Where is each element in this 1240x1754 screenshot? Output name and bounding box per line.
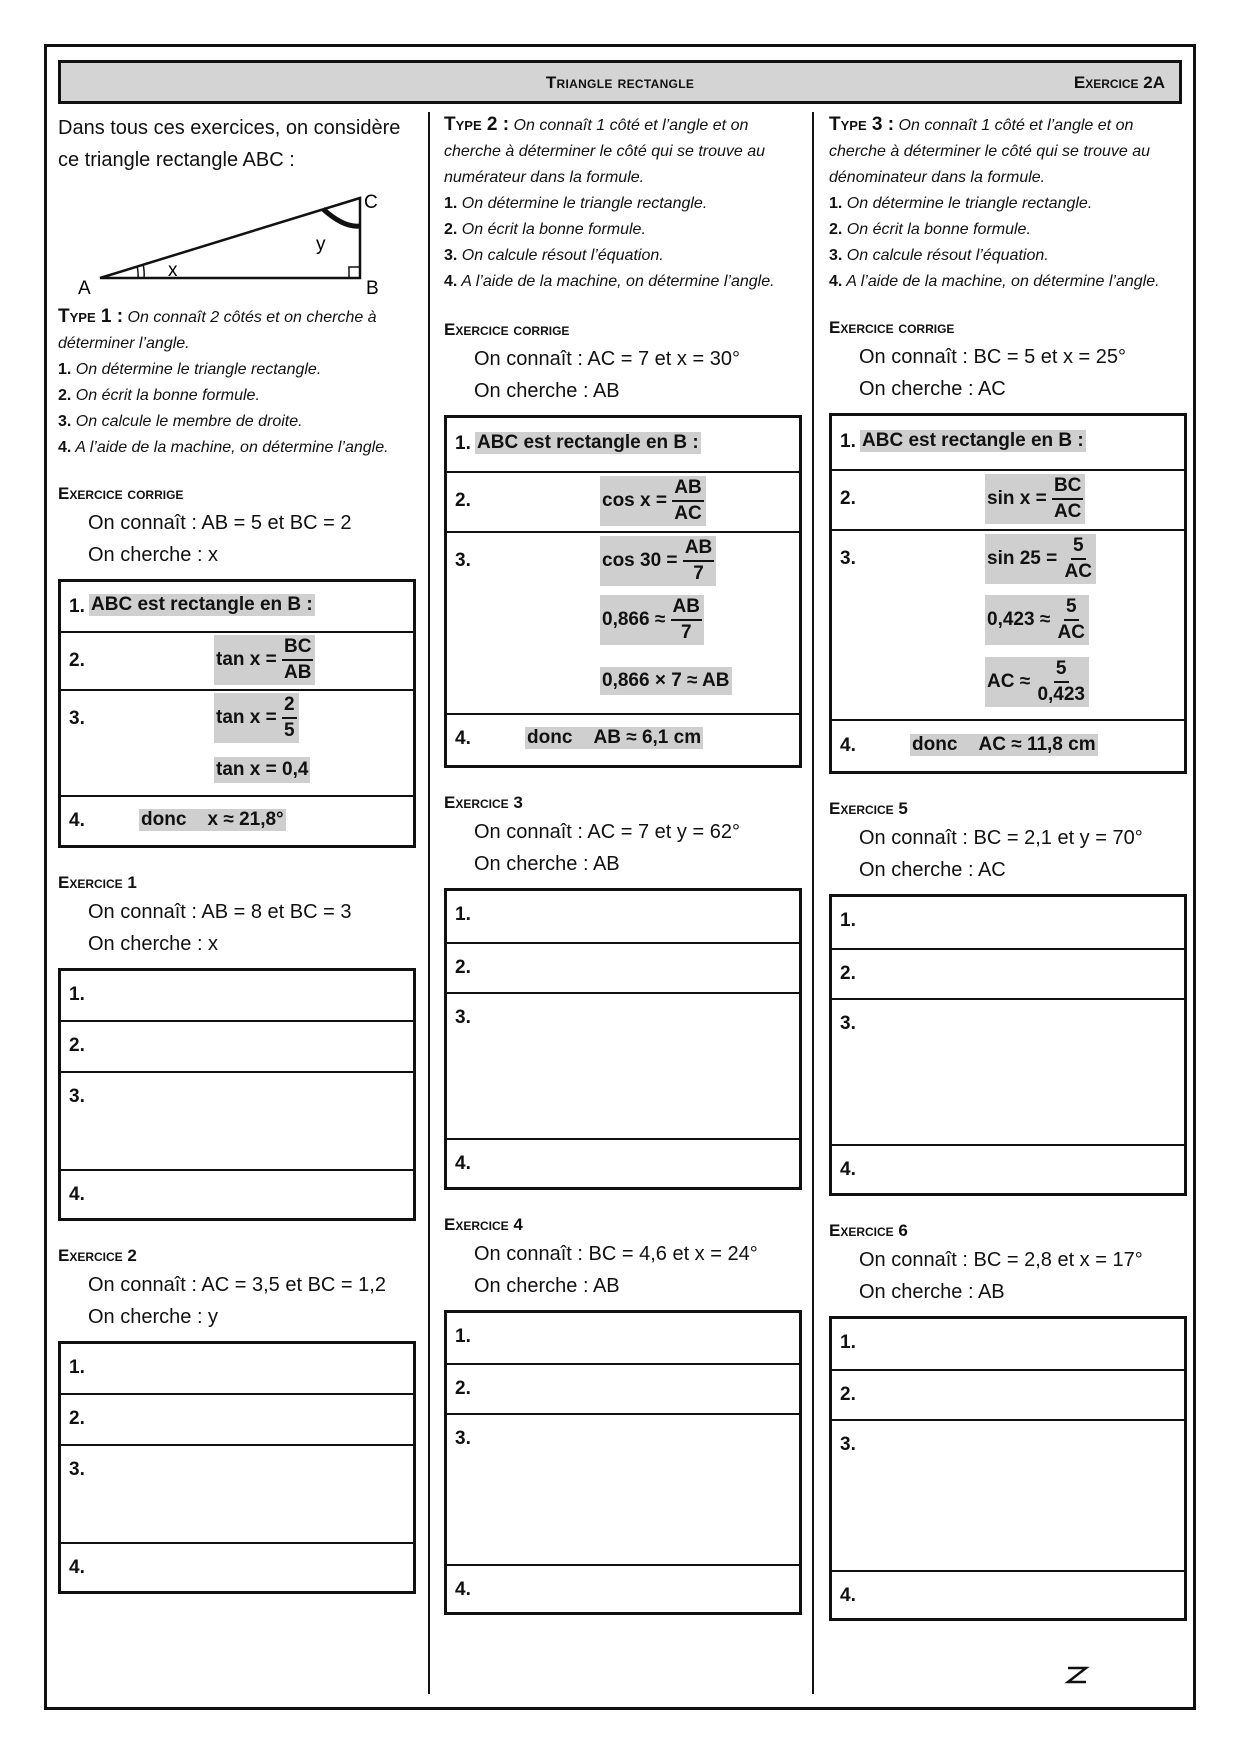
answer-row[interactable]: 4. xyxy=(832,1570,1184,1618)
exercise-1-title: Exercice 1 xyxy=(58,873,137,892)
solution-row: 4. donc AC ≈ 11,8 cm xyxy=(832,719,1184,771)
given-text: On connaît : AC = 7 et y = 62° xyxy=(474,821,740,843)
vertex-c-label: C xyxy=(364,192,378,213)
list-item: 2. On écrit la bonne formule. xyxy=(444,221,646,238)
exercise-3-title: Exercice 3 xyxy=(444,793,523,812)
answer-row[interactable]: 1. xyxy=(455,904,471,925)
list-item: 4. A l’aide de la machine, on détermine l’angle. xyxy=(58,439,389,456)
exercise-2-title: Exercice 2 xyxy=(58,1246,137,1265)
list-item: 2. On écrit la bonne formule. xyxy=(58,387,260,404)
given-text: On connaît : BC = 2,1 et y = 70° xyxy=(859,827,1143,849)
solution-row: 4. donc x ≈ 21,8° xyxy=(61,795,413,845)
given-text: On connaît : BC = 2,8 et x = 17° xyxy=(859,1249,1143,1271)
column-divider xyxy=(428,112,430,1694)
angle-x-arc xyxy=(137,266,138,278)
formula: cos x = $\frac{AB}{AC}$ xyxy=(600,476,706,526)
solution-row: 2. cos x = $\frac{AB}{AC}$ xyxy=(447,471,799,531)
answer-box xyxy=(58,1341,416,1594)
answer-row[interactable]: 3. xyxy=(61,1071,413,1169)
answer-row[interactable]: 1. xyxy=(840,910,856,931)
answer-row[interactable]: 2. xyxy=(61,1393,413,1444)
answer-row[interactable]: 4. xyxy=(447,1138,799,1187)
formula: AC ≈ $\frac{5}{0,423}$ xyxy=(985,657,1089,707)
type2-steps xyxy=(444,191,804,295)
given-text: On connaît : AB = 5 et BC = 2 xyxy=(88,512,352,534)
answer-row[interactable]: 4. xyxy=(61,1542,413,1591)
answer-box xyxy=(444,1310,802,1615)
vertex-b-label: B xyxy=(366,278,379,296)
type1-description: Type 1 : On connaît 2 côtés et on cherche à déterminer l’angle. xyxy=(58,306,377,352)
formula: tan x = 0,4 xyxy=(214,757,310,783)
answer-row[interactable]: 3. xyxy=(447,1413,799,1564)
solution-row: 1. ABC est rectangle en B : xyxy=(69,594,313,617)
formula: 0,423 ≈ $\frac{5}{AC}$ xyxy=(985,595,1089,645)
page-title: Triangle rectangle xyxy=(545,73,695,92)
answer-row[interactable]: 1. xyxy=(455,1326,471,1347)
corrige-title: Exercice corrige xyxy=(829,318,955,337)
solution-row: 3. cos 30 = $\frac{AB}{7}$ 0,866 ≈ $\frac{AB}{7}$ 0,866 × 7 ≈ AB xyxy=(447,531,799,713)
corrige-solution-box xyxy=(829,413,1187,774)
formula: cos 30 = $\frac{AB}{7}$ xyxy=(600,536,716,586)
solution-row: 2. sin x = $\frac{BC}{AC}$ xyxy=(832,469,1184,529)
answer-row[interactable]: 2. xyxy=(447,942,799,992)
list-item: 1. On détermine le triangle rectangle. xyxy=(829,195,1093,212)
corrige-title: Exercice corrige xyxy=(58,484,184,503)
exercise-4-title: Exercice 4 xyxy=(444,1215,523,1234)
solution-row: 1. ABC est rectangle en B : xyxy=(840,430,1084,452)
answer-box xyxy=(58,968,416,1221)
exercise-number: Exercice 2A xyxy=(1073,73,1165,92)
formula: tan x = $\frac{2}{5}$ xyxy=(214,693,299,743)
find-text: On cherche : AC xyxy=(859,378,1006,400)
given-text: On connaît : BC = 5 et x = 25° xyxy=(859,346,1127,368)
answer-row[interactable]: 1. xyxy=(840,1332,856,1353)
find-text: On cherche : AB xyxy=(474,380,620,402)
answer-row[interactable]: 1. xyxy=(69,1357,85,1378)
answer-row[interactable]: 2. xyxy=(61,1020,413,1071)
solution-row: 4. donc AB ≈ 6,1 cm xyxy=(447,713,799,765)
answer-row[interactable]: 1. xyxy=(69,984,85,1005)
answer-row[interactable]: 4. xyxy=(832,1144,1184,1193)
solution-row: 3. sin 25 = $\frac{5}{AC}$ 0,423 ≈ $\frac{5}{AC}$ AC ≈ $\frac{5}{0,423}$ xyxy=(832,529,1184,719)
answer-row[interactable]: 4. xyxy=(61,1169,413,1218)
given-text: On connaît : BC = 4,6 et x = 24° xyxy=(474,1243,758,1265)
type3-description: Type 3 : On connaît 1 côté et l’angle et on cherche à déterminer le côté qui se trouve au dénominateur dans la formule. xyxy=(829,114,1151,186)
type3-steps xyxy=(829,191,1189,295)
list-item: 3. On calcule résout l’équation. xyxy=(444,247,664,264)
column-1 xyxy=(58,112,418,1594)
list-item: 3. On calcule résout l’équation. xyxy=(829,247,1049,264)
type2-description: Type 2 : On connaît 1 côté et l’angle et on cherche à déterminer le côté qui se trouve au numérateur dans la formule. xyxy=(444,114,766,186)
exercise-6-title: Exercice 6 xyxy=(829,1221,908,1240)
answer-row[interactable]: 2. xyxy=(832,948,1184,998)
answer-box xyxy=(444,888,802,1190)
given-text: On connaît : AB = 8 et BC = 3 xyxy=(88,901,352,923)
find-text: On cherche : AC xyxy=(859,859,1006,881)
corrige-title: Exercice corrige xyxy=(444,320,570,339)
answer-box xyxy=(829,1316,1187,1621)
right-angle-mark xyxy=(349,267,360,278)
formula: sin x = $\frac{BC}{AC}$ xyxy=(985,474,1085,524)
answer-row[interactable]: 2. xyxy=(447,1363,799,1413)
column-3 xyxy=(829,112,1189,1621)
angle-x-label: x xyxy=(168,260,178,281)
find-text: On cherche : x xyxy=(88,544,219,566)
header-bar xyxy=(58,60,1182,104)
formula: tan x = $\frac{BC}{AB}$ xyxy=(214,635,315,685)
exercise-5-title: Exercice 5 xyxy=(829,799,908,818)
find-text: On cherche : AB xyxy=(474,853,620,875)
type1-steps xyxy=(58,357,418,461)
list-item: 1. On détermine le triangle rectangle. xyxy=(444,195,708,212)
list-item: 1. On détermine le triangle rectangle. xyxy=(58,361,322,378)
answer-row[interactable]: 3. xyxy=(832,1419,1184,1570)
answer-row[interactable]: 3. xyxy=(832,998,1184,1144)
find-text: On cherche : x xyxy=(88,933,219,955)
find-text: On cherche : y xyxy=(88,1306,219,1328)
answer-row[interactable]: 3. xyxy=(61,1444,413,1542)
solution-row: 2. tan x = $\frac{BC}{AB}$ xyxy=(61,631,413,689)
list-item: 3. On calcule le membre de droite. xyxy=(58,413,303,430)
list-item: 4. A l’aide de la machine, on détermine l’angle. xyxy=(444,273,775,290)
answer-row[interactable]: 2. xyxy=(832,1369,1184,1419)
given-text: On connaît : AC = 7 et x = 30° xyxy=(474,348,740,370)
formula: 0,866 × 7 ≈ AB xyxy=(600,667,732,695)
solution-row: 3. tan x = $\frac{2}{5}$ tan x = 0,4 xyxy=(61,689,413,795)
column-divider xyxy=(812,112,814,1694)
angle-y-arc xyxy=(323,209,360,226)
column-2 xyxy=(444,112,804,1615)
solution-row: 1. ABC est rectangle en B : xyxy=(455,432,699,454)
vertex-a-label: A xyxy=(78,278,91,296)
corrige-solution-box xyxy=(58,579,416,848)
page-corner-mark xyxy=(1064,1664,1094,1688)
answer-row[interactable]: 3. xyxy=(447,992,799,1138)
list-item: 4. A l’aide de la machine, on détermine l’angle. xyxy=(829,273,1160,290)
given-text: On connaît : AC = 3,5 et BC = 1,2 xyxy=(88,1274,386,1296)
intro-text: Dans tous ces exercices, on considère ce triangle rectangle ABC : xyxy=(58,117,401,171)
corrige-solution-box xyxy=(444,415,802,768)
formula: 0,866 ≈ $\frac{AB}{7}$ xyxy=(600,595,704,645)
list-item: 2. On écrit la bonne formule. xyxy=(829,221,1031,238)
angle-y-label: y xyxy=(316,234,326,255)
answer-row[interactable]: 4. xyxy=(447,1564,799,1612)
find-text: On cherche : AB xyxy=(474,1275,620,1297)
triangle-figure xyxy=(58,176,418,296)
angle-x-arc xyxy=(143,264,144,278)
formula: sin 25 = $\frac{5}{AC}$ xyxy=(985,534,1096,584)
find-text: On cherche : AB xyxy=(859,1281,1005,1303)
answer-box xyxy=(829,894,1187,1196)
